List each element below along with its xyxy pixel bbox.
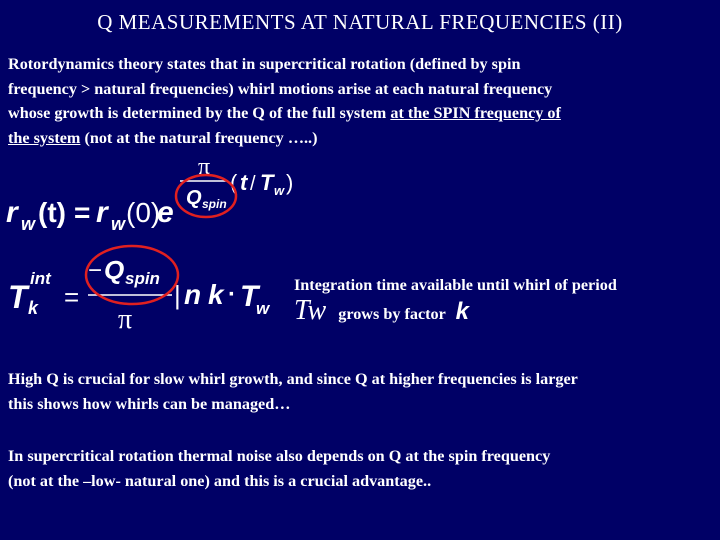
eq2-equals: = — [64, 282, 80, 312]
eq1-tw-sub: w — [274, 183, 285, 198]
eq1-r: r — [6, 196, 18, 229]
eq2-tw-sub: w — [256, 299, 270, 318]
intro-paragraph — [8, 52, 714, 150]
eq1-r-sub: w — [21, 214, 36, 234]
k-symbol: k — [455, 298, 469, 325]
eq2-dot: · — [228, 281, 236, 308]
integration-note-line-2 — [294, 295, 714, 327]
eq2-sub: k — [28, 298, 39, 318]
intro-line-1: Rotordynamics theory states that in supercritical rotation (defined by spin — [8, 55, 521, 73]
eq2-bar: | — [174, 280, 181, 310]
intro-underlined-spin: at the SPIN frequency of — [390, 104, 561, 122]
eq1-paren-close: ) — [286, 170, 294, 195]
thermal-noise-line-2: (not at the –low- natural one) and this is a crucial advantage.. — [8, 471, 432, 490]
eq2-sup: int — [30, 269, 51, 288]
whirl-growth-equation-svg — [0, 150, 320, 245]
intro-line-3-text: whose growth is determined by the Q of the full system — [8, 104, 391, 122]
thermal-noise-line-1: In supercritical rotation thermal noise also depends on Q at the spin frequency — [8, 447, 551, 465]
eq1-r0-arg: (0) — [126, 197, 161, 228]
tw-symbol: Tw — [294, 295, 327, 326]
eq1-tw: T — [260, 170, 274, 195]
eq1-paren-open: ( — [230, 170, 238, 195]
eq1-e: e — [157, 196, 174, 229]
eq2-T: T — [8, 279, 28, 315]
eq2-q-sub: spin — [125, 269, 160, 288]
intro-underlined-system: the system — [8, 128, 81, 147]
intro-line-3 — [8, 101, 714, 126]
eq1-r-arg: (t) — [38, 197, 66, 228]
integration-note — [294, 276, 714, 327]
high-q-line-2: this shows how whirls can be managed… — [8, 394, 291, 413]
intro-line-2: frequency > natural frequencies) whirl motions arise at each natural frequency — [8, 79, 553, 98]
eq2-q: Q — [104, 255, 125, 285]
eq1-slash: / — [250, 173, 256, 195]
intro-line-4-text: (not at the natural frequency …..) — [80, 128, 318, 147]
eq2-k: k — [208, 279, 224, 310]
eq1-equals: = — [74, 197, 91, 228]
high-q-paragraph — [8, 367, 714, 416]
eq1-r0-sub: w — [111, 214, 126, 234]
integration-time-equation-svg — [0, 240, 290, 340]
eq1-pi: π — [198, 154, 211, 180]
eq1-q: Q — [186, 187, 202, 209]
thermal-noise-paragraph — [8, 444, 714, 493]
eq2-n: n — [184, 279, 202, 310]
intro-line-4 — [8, 126, 714, 151]
eq1-r0: r — [96, 196, 108, 229]
eq2-tw: T — [240, 280, 259, 313]
eq2-minus: − — [88, 257, 103, 284]
slide-title: Q MEASUREMENTS AT NATURAL FREQUENCIES (II) — [97, 10, 623, 34]
eq1-t: t — [240, 170, 248, 195]
integration-note-text: grows by factor — [338, 305, 446, 323]
eq2-pi: π — [118, 304, 133, 335]
integration-time-equation — [0, 240, 290, 340]
integration-note-line-1: Integration time available until whirl of period — [294, 276, 617, 294]
eq1-q-sub: spin — [202, 197, 227, 211]
whirl-growth-equation — [0, 150, 320, 245]
high-q-line-1: High Q is crucial for slow whirl growth, and since Q at higher frequencies is larger — [8, 370, 578, 388]
